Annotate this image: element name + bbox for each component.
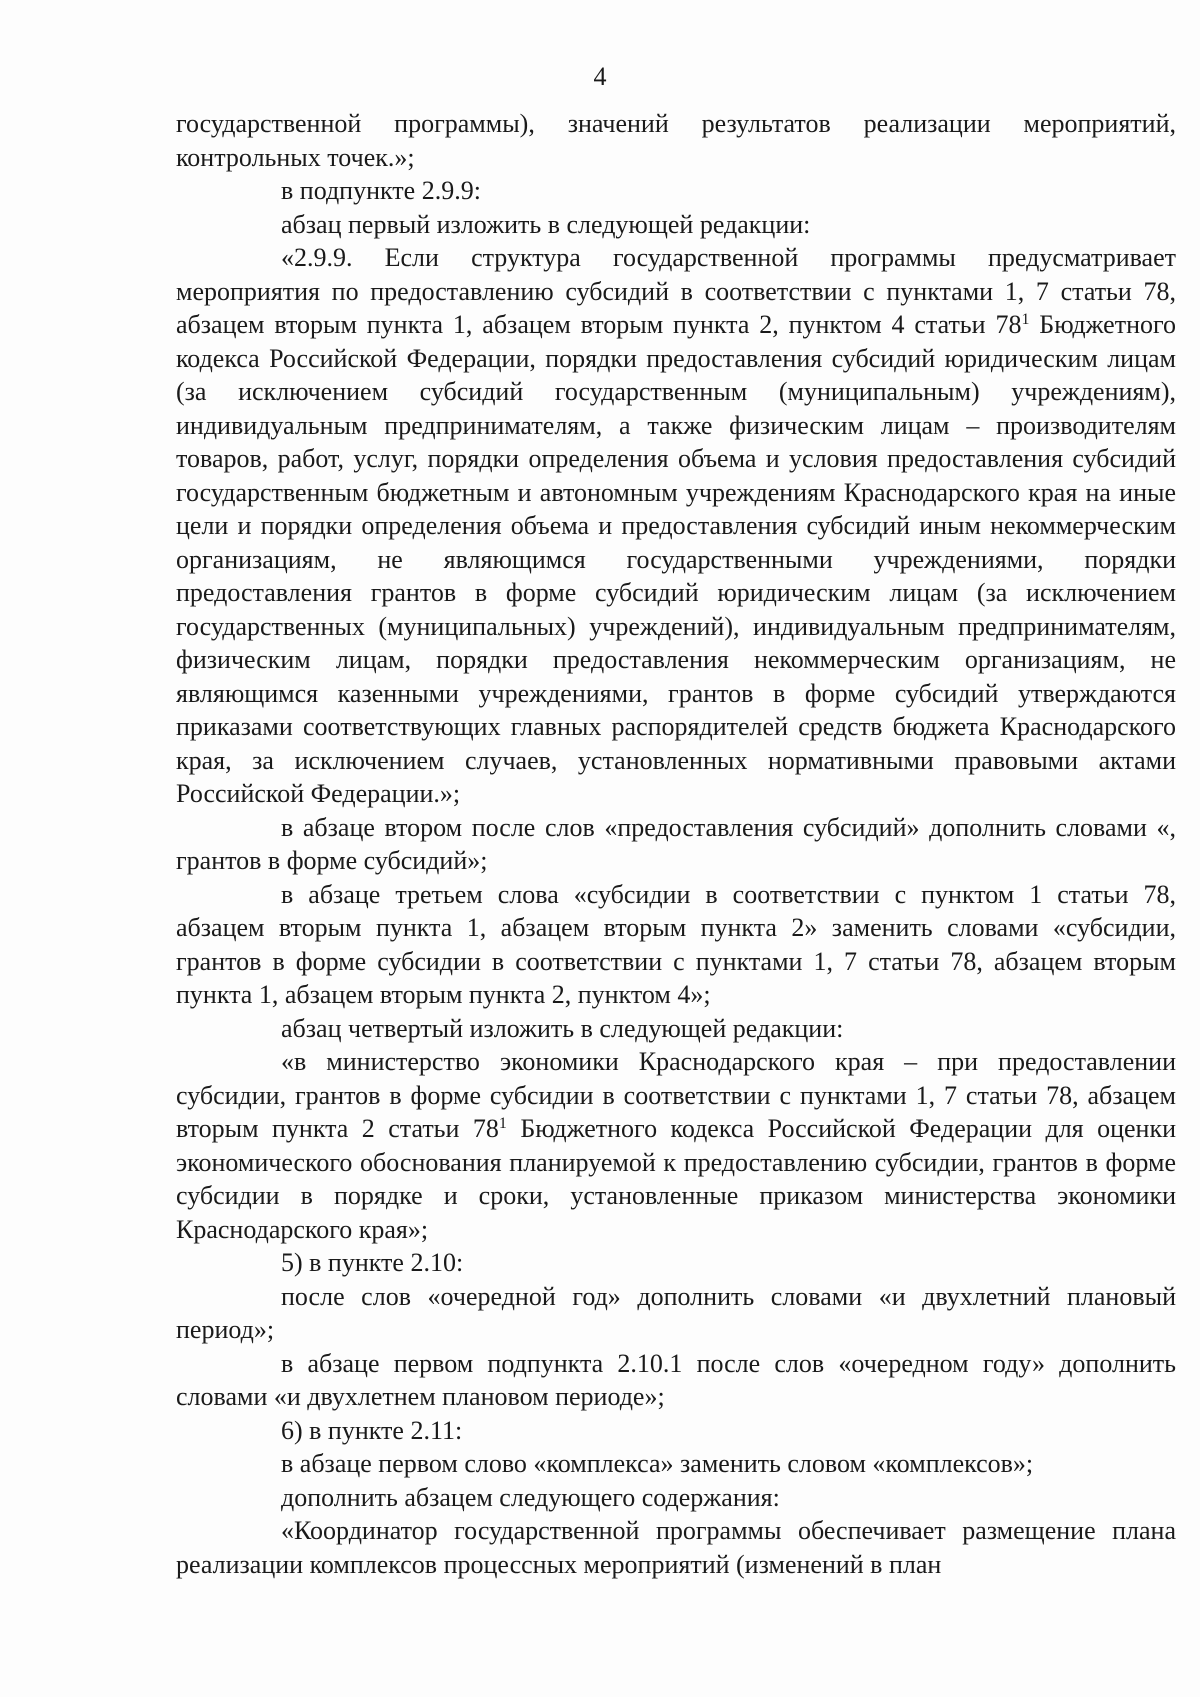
paragraph: абзац четвертый изложить в следующей редакции: [281,1013,844,1043]
paragraph: «Координатор государственной программы обеспечивает размещение плана реализации комплексов процессных мероприятий (изменений в план [176,1516,1176,1579]
paragraph: 5) в пункте 2.10: [281,1248,464,1277]
paragraph: «2.9.9. Если структура государственной программы предусматривает мероприятия по предоставлению субсидий в соответствии с пунктами 1, 7 статьи 78, абзацем вторым пункта 1, абзацем вторым пункта 2, пунктом 4 статьи $78^1$ Бюджетного кодекса Российской Федерации, порядки предоставления субсидий юридическим лицам (за исключением субсидий государственным (муниципальным) учреждениям), индивидуальным предпринимателям, а также физическим лицам – производителям товаров, работ, услуг, порядки определения объема и условия предоставления субсидий государственным бюджетным и автономным учреждениям Краснодарского края на иные цели и порядки определения объема и предоставления субсидий иным некоммерческим организациям, не являющимся государственными учреждениями, порядки предоставления грантов в форме субсидий юридическим лицам (за исключением государственных (муниципальных) учреждений), индивидуальным предпринимателям, физическим лицам, порядки предоставления некоммерческим организациям, не являющимся казенными учреждениями, грантов в форме субсидий утверждаются приказами соответствующих главных распорядителей средств бюджета Краснодарского края, за исключением случаев, установленных нормативными правовыми актами Российской Федерации.»; [176,243,1177,808]
paragraph: 6) в пункте 2.11: [281,1415,463,1445]
paragraph: в абзаце втором после слов «предоставления субсидий» дополнить словами «, грантов в форме субсидий»; [176,812,1176,875]
paragraph: после слов «очередной год» дополнить словами «и двухлетний плановый период»; [176,1281,1176,1344]
page-number: 4 [593,62,607,91]
paragraph: государственной программы), значений результатов реализации мероприятий, контрольных точек.»; [176,109,1176,172]
paragraph: абзац первый изложить в следующей редакции: [281,209,811,239]
paragraph: в абзаце первом подпункта 2.10.1 после слов «очередном году» дополнить словами «и двухлетнем плановом периоде»; [176,1348,1176,1411]
paragraph: в абзаце третьем слова «субсидии в соответствии с пунктом 1 статьи 78, абзацем вторым пункта 1, абзацем вторым пункта 2» заменить словами «субсидии, грантов в форме субсидии в соответствии с пунктами 1, 7 статьи 78, абзацем вторым пункта 1, абзацем вторым пункта 2, пунктом 4»; [176,879,1176,1009]
superscript: 1 [498,1115,507,1132]
document-body [176,107,1176,1581]
paragraph: «в министерство экономики Краснодарского края – при предоставлении субсидии, грантов в форме субсидии в соответствии с пунктами 1, 7 статьи 78, абзацем вторым пункта 2 статьи $78^1$ Бюджетного кодекса Российской Федерации для оценки экономического обоснования планируемой к предоставлению субсидии, грантов в форме субсидии в порядке и сроки, установленные приказом министерства экономики Краснодарского края»; [176,1047,1176,1244]
paragraph: дополнить абзацем следующего содержания: [281,1482,780,1512]
superscript: 1 [1021,311,1030,328]
paragraph: в подпункте 2.9.9: [281,176,481,205]
paragraph: в абзаце первом слово «комплекса» заменить словом «комплексов»; [281,1449,1034,1478]
